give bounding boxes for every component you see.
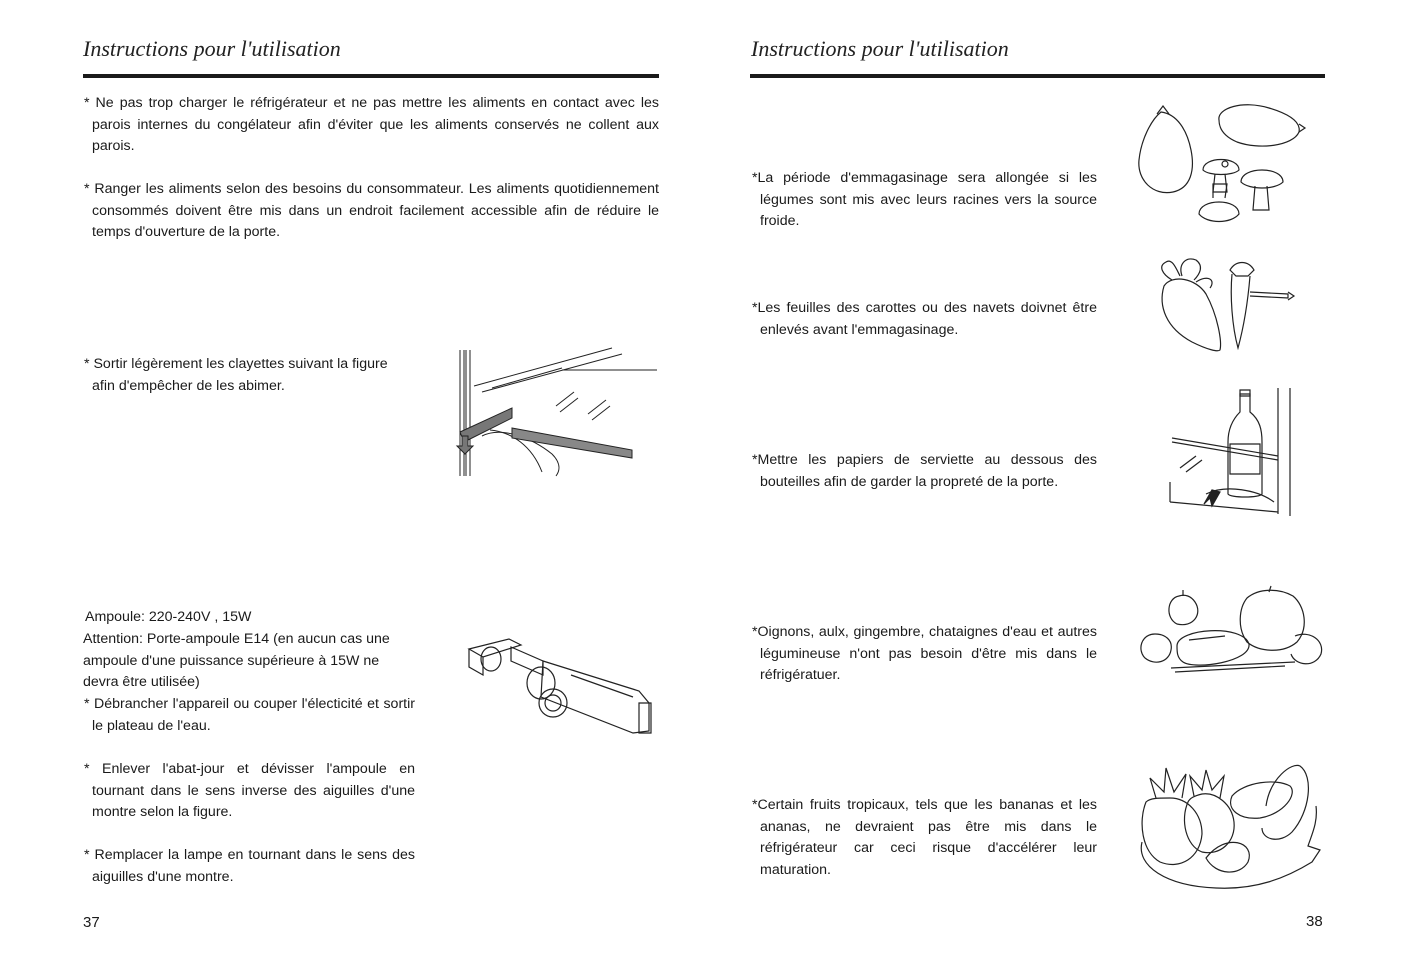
right-paragraph-2: *Les feuilles des carottes ou des navets doivnet être enlevés avant l'emmagasinage. (752, 300, 1097, 338)
lamp-spec: Ampoule: 220-240V , 15W (85, 609, 252, 625)
onions-garlic-illustration (1135, 588, 1329, 682)
tropical-fruits-illustration (1136, 762, 1322, 892)
left-paragraph-3: * Sortir légèrement les clayettes suivant la figure afin d'empêcher de les abimer. (84, 356, 388, 394)
vegetables-mushrooms-illustration (1133, 100, 1309, 234)
left-page-number: 37 (83, 914, 100, 931)
left-paragraph-4: * Débrancher l'appareil ou couper l'électicité et sortir le plateau de l'eau. (84, 696, 415, 734)
right-paragraph-3: *Mettre les papiers de serviette au dessous des bouteilles afin de garder la propreté de la porte. (752, 452, 1097, 490)
left-paragraph-2: * Ranger les aliments selon des besoins du consommateur. Les aliments quotidiennement consommés doivent être mis dans un endroit facilement accessible afin de réduire le temps d'ouverture de la porte. (84, 181, 659, 241)
shelf-pullout-illustration (452, 346, 662, 478)
right-paragraph-4: *Oignons, aulx, gingembre, chataignes d'eau et autres légumineuse n'ont pas besoin d'être mis dans le réfrigératuer. (752, 624, 1097, 684)
left-paragraph-1: * Ne pas trop charger le réfrigérateur et ne pas mettre les aliments en contact avec les parois internes du congélateur afin d'éviter que les aliments conservés ne collent aux parois. (84, 95, 659, 155)
left-paragraph-6: * Remplacer la lampe en tournant dans le sens des aiguilles d'une montre. (84, 847, 415, 885)
turnip-carrot-illustration (1152, 256, 1296, 354)
left-paragraph-5: * Enlever l'abat-jour et dévisser l'ampoule en tournant dans le sens inverse des aiguilles d'une montre selon la figure. (84, 761, 415, 821)
lamp-holder-illustration (463, 631, 658, 736)
right-paragraph-1: *La période d'emmagasinage sera allongée si les légumes sont mis avec leurs racines vers la source froide. (752, 170, 1097, 230)
lamp-attention: Attention: Porte-ampoule E14 (en aucun cas une ampoule d'une puissance supérieure à 15W ne devra être utilisée) (83, 631, 390, 691)
right-title-rule (750, 74, 1325, 78)
right-page-number: 38 (1306, 913, 1323, 930)
bottle-door-shelf-illustration (1166, 386, 1296, 518)
left-page-title: Instructions pour l'utilisation (83, 36, 341, 61)
right-page-title: Instructions pour l'utilisation (751, 36, 1009, 61)
right-paragraph-5: *Certain fruits tropicaux, tels que les bananas et les ananas, ne devraient pas être mis dans le réfrigérateur car ceci risque d'accélérer leur maturation. (752, 797, 1097, 878)
left-title-rule (83, 74, 659, 78)
